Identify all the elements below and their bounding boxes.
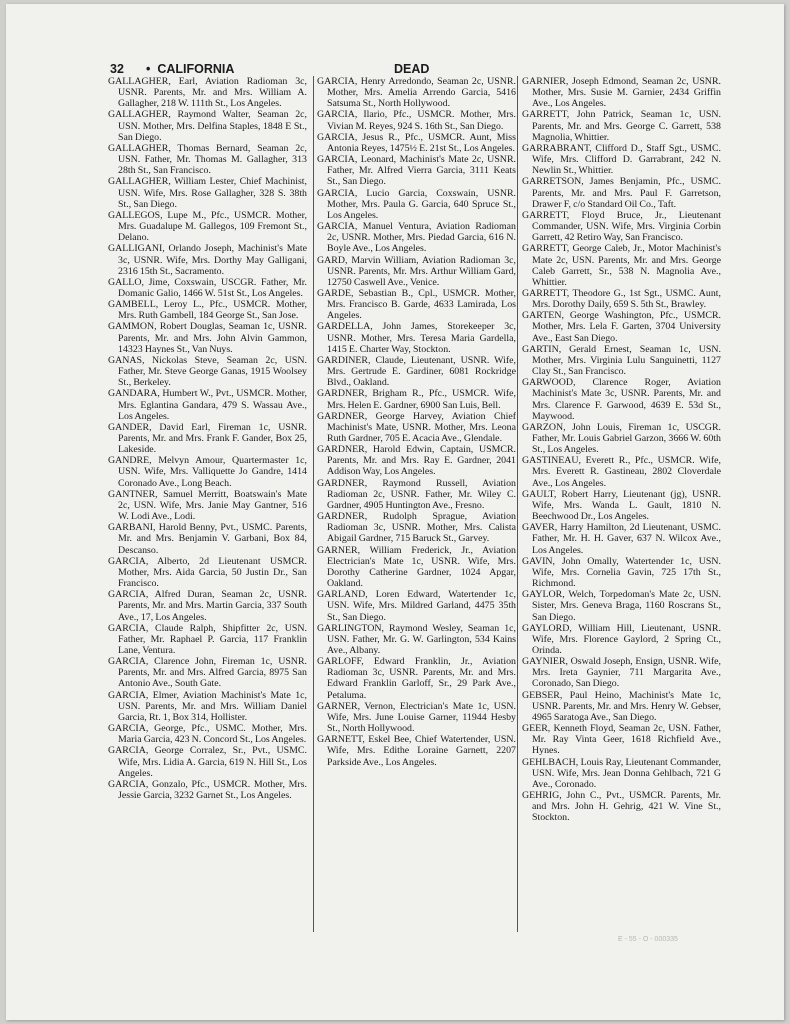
casualty-entry: GARTEN, George Washington, Pfc., USMCR. Mother, Mrs. Lela F. Garten, 3704 University Ave., East San Diego. bbox=[522, 310, 721, 344]
casualty-entry: GANDER, David Earl, Fireman 1c, USNR. Parents, Mr. and Mrs. Frank F. Gander, Box 25, Lakeside. bbox=[108, 421, 307, 456]
casualty-entry: GARCIA, George, Pfc., USMC. Mother, Mrs. Maria Garcia, 423 N. Concord St., Los Angeles. bbox=[108, 723, 307, 746]
casualty-entry: GARCIA, Leonard, Machinist's Mate 2c, USNR. Father, Mr. Alfred Vierra Garcia, 3111 Keats St., San Diego. bbox=[317, 154, 516, 188]
state-name: CALIFORNIA bbox=[157, 62, 235, 76]
casualty-entry: GALLAGHER, Thomas Bernard, Seaman 2c, USN. Father, Mr. Thomas M. Gallagher, 313 28th St., San Francisco. bbox=[108, 142, 307, 177]
casualty-entry: GARCIA, Henry Arredondo, Seaman 2c, USNR. Mother, Mrs. Amelia Arrendo Garcia, 5416 Satsuma St., North Hollywood. bbox=[317, 76, 516, 110]
casualty-entry: GAVIN, John Omally, Watertender 1c, USN. Wife, Mrs. Cornelia Gavin, 725 17th St., Richmond. bbox=[522, 555, 721, 590]
page-number: 32 bbox=[110, 62, 124, 76]
column-3 bbox=[522, 76, 721, 936]
casualty-entry: GARTIN, Gerald Ernest, Seaman 1c, USN. Mother, Mrs. Virginia Lulu Sanguinetti, 1127 Clay St., San Francisco. bbox=[522, 343, 721, 378]
casualty-entry: GARD, Marvin William, Aviation Radioman 3c, USNR. Parents, Mr. Mrs. Arthur William Gard, 12750 Caswell Ave., Venice. bbox=[317, 254, 516, 288]
casualty-entry: GAYNIER, Oswald Joseph, Ensign, USNR. Wife, Mrs. Ireta Gaynier, 711 Margarita Ave., Coronado, San Diego. bbox=[522, 656, 721, 690]
casualty-entry: GARDNER, Rudolph Sprague, Aviation Radioman 3c, USNR. Mother, Mrs. Calista Abigail Gardner, 715 Baruck St., Garvey. bbox=[317, 511, 516, 545]
column-1 bbox=[108, 76, 307, 936]
casualty-entry: GARCIA, George Corralez, Sr., Pvt., USMC. Wife, Mrs. Lidia A. Garcia, 619 N. Hill St., Los Angeles. bbox=[108, 745, 307, 779]
casualty-entry: GALLAGHER, Raymond Walter, Seaman 2c, USN. Mother, Mrs. Delfina Staples, 1848 E St., San Diego. bbox=[108, 109, 307, 143]
casualty-entry: GARCIA, Ilario, Pfc., USMCR. Mother, Mrs. Vivian M. Reyes, 924 S. 16th St., San Diego. bbox=[317, 109, 516, 132]
casualty-entry: GAVER, Harry Hamilton, 2d Lieutenant, USMC. Father, Mr. H. H. Gaver, 637 N. Wilcox Ave., Los Angeles. bbox=[522, 522, 721, 556]
casualty-entry: GARLINGTON, Raymond Wesley, Seaman 1c, USN. Father, Mr. G. W. Garlington, 534 Kains Ave., Albany. bbox=[317, 622, 516, 656]
casualty-entry: GARLAND, Loren Edward, Watertender 1c, USN. Wife, Mrs. Mildred Garland, 4475 35th St., San Diego. bbox=[317, 589, 516, 623]
casualty-entry: GARNER, Vernon, Electrician's Mate 1c, USN. Wife, Mrs. June Louise Garner, 11944 Hesby St., North Hollywood. bbox=[317, 700, 516, 735]
casualty-entry: GANDRE, Melvyn Amour, Quartermaster 1c, USN. Wife, Mrs. Valliquette Jo Gandre, 1414 Coronado Ave., Long Beach. bbox=[108, 455, 307, 489]
casualty-entry: GARCIA, Elmer, Aviation Machinist's Mate 1c, USN. Parents, Mr. and Mrs. William Daniel Garcia, Rt. 1, Box 314, Hollister. bbox=[108, 689, 307, 723]
casualty-entry: GANAS, Nickolas Steve, Seaman 2c, USN. Father, Mr. Steve George Ganas, 1915 Woolsey St., Berkeley. bbox=[108, 354, 307, 389]
casualty-entry: GARWOOD, Clarence Roger, Aviation Machinist's Mate 3c, USNR. Parents, Mr. and Mrs. Clarence F. Garwood, 4639 E. 53d St., Maywood. bbox=[522, 377, 721, 422]
column-divider bbox=[517, 76, 518, 932]
casualty-entry: GARRETT, Theodore G., 1st Sgt., USMC. Aunt, Mrs. Dorothy Daily, 659 S. 5th St., Brawley. bbox=[522, 287, 721, 311]
casualty-entry: GALLO, Jime, Coxswain, USCGR. Father, Mr. Domanic Galio, 1466 W. 51st St., Los Angeles. bbox=[108, 276, 307, 299]
page-title: DEAD bbox=[394, 62, 430, 76]
casualty-entry: GASTINEAU, Everett R., Pfc., USMCR. Wife, Mrs. Everett R. Gastineau, 2802 Cloverdale Ave., Los Angeles. bbox=[522, 455, 721, 489]
casualty-entry: GALLEGOS, Lupe M., Pfc., USMCR. Mother, Mrs. Guadalupe M. Gallegos, 109 Fremont St., Delano. bbox=[108, 209, 307, 244]
casualty-entry: GARRETT, Floyd Bruce, Jr., Lieutenant Commander, USN. Wife, Mrs. Virginia Corbin Garrett, 42 Retiro Way, San Francisco. bbox=[522, 209, 721, 244]
casualty-entry: GARCIA, Manuel Ventura, Aviation Radioman 2c, USNR. Mother, Mrs. Piedad Garcia, 616 N. Boyle Ave., Los Angeles. bbox=[317, 221, 516, 255]
casualty-entry: GARNIER, Joseph Edmond, Seaman 2c, USNR. Mother, Mrs. Susie M. Garnier, 2434 Griffin Ave., Los Angeles. bbox=[522, 76, 721, 110]
casualty-entry: GARCIA, Claude Ralph, Shipfitter 2c, USN. Father, Mr. Raphael P. Garcia, 117 Franklin Lane, Ventura. bbox=[108, 622, 307, 656]
casualty-entry: GAMMON, Robert Douglas, Seaman 1c, USNR. Parents, Mr. and Mrs. John Alvin Gammon, 14323 Haynes St., Van Nuys. bbox=[108, 321, 307, 355]
casualty-entry: GARCIA, Alfred Duran, Seaman 2c, USNR. Parents, Mr. and Mrs. Martin Garcia, 337 South Ave., 17, Los Angeles. bbox=[108, 589, 307, 623]
casualty-entry: GARRETT, George Caleb, Jr., Motor Machinist's Mate 2c, USN. Parents, Mr. and Mrs. George Caleb Garrett, Sr., 538 N. Magnolia Ave., Whittier. bbox=[522, 243, 721, 288]
casualty-entry: GARRABRANT, Clifford D., Staff Sgt., USMC. Wife, Mrs. Clifford D. Garrabrant, 242 N. Newlin St., Whittier. bbox=[522, 142, 721, 177]
casualty-entry: GARDNER, Harold Edwin, Captain, USMCR. Parents, Mr. and Mrs. Ray E. Gardner, 2041 Addison Way, Los Angeles. bbox=[317, 444, 516, 478]
casualty-entry: GARRETSON, James Benjamin, Pfc., USMC. Parents, Mr. and Mrs. Paul F. Garretson, Drawer F, c/o Standard Oil Co., Taft. bbox=[522, 176, 721, 210]
casualty-entry: GAULT, Robert Harry, Lieutenant (jg), USNR. Wife, Mrs. Wanda L. Gault, 1810 N. Beechwood Dr., Los Angeles. bbox=[522, 488, 721, 523]
casualty-entry: GARDNER, George Harvey, Aviation Chief Machinist's Mate, USNR. Mother, Mrs. Leona Ruth Gardner, 705 E. Acacia Ave., Glendale. bbox=[317, 410, 516, 444]
casualty-entry: GEBSER, Paul Heino, Machinist's Mate 1c, USNR. Parents, Mr. and Mrs. Henry W. Gebser, 4965 Saratoga Ave., San Diego. bbox=[522, 689, 721, 723]
casualty-entry: GARDELLA, John James, Storekeeper 3c, USNR. Mother, Mrs. Teresa Maria Gardella, 1415 E. Charter Way, Stockton. bbox=[317, 321, 516, 355]
casualty-entry: GARCIA, Alberto, 2d Lieutenant USMCR. Mother, Mrs. Aida Garcia, 50 Justin Dr., San Francisco. bbox=[108, 555, 307, 590]
casualty-entry: GEHRIG, John C., Pvt., USMCR. Parents, Mr. and Mrs. John H. Gehrig, 421 W. Vine St., Stockton. bbox=[522, 790, 721, 824]
casualty-entry: GALLAGHER, Earl, Aviation Radioman 3c, USNR. Parents, Mr. and Mrs. William A. Gallagher, 218 W. 111th St., Los Angeles. bbox=[108, 76, 307, 110]
casualty-entry: GAYLORD, William Hill, Lieutenant, USNR. Wife, Mrs. Florence Gaylord, 2 Spring Ct., Orinda. bbox=[522, 622, 721, 656]
state-heading bbox=[146, 62, 234, 76]
casualty-entry: GARZON, John Louis, Fireman 1c, USCGR. Father, Mr. Louis Gabriel Garzon, 3666 W. 60th St., Los Angeles. bbox=[522, 421, 721, 456]
casualty-entry: GARLOFF, Edward Franklin, Jr., Aviation Radioman 3c, USNR. Parents, Mr. and Mrs. Edward Franklin Garloff, Sr., 29 Park Ave., Petaluma. bbox=[317, 656, 516, 701]
casualty-entry: GARNER, William Frederick, Jr., Aviation Electrician's Mate 1c, USNR. Wife, Mrs. Dorothy Catherine Gardner, 1024 Apgar, Oakland. bbox=[317, 544, 516, 590]
casualty-entry: GARDE, Sebastian B., Cpl., USMCR. Mother, Mrs. Francisco B. Garde, 4633 Lamirada, Los Angeles. bbox=[317, 287, 516, 322]
casualty-entry: GANTNER, Samuel Merritt, Boatswain's Mate 2c, USN. Wife, Mrs. Janie May Gantner, 516 W. Lodi Ave., Lodi. bbox=[108, 488, 307, 523]
casualty-entry: GARNETT, Eskel Bee, Chief Watertender, USN. Wife, Mrs. Edithe Loraine Garnett, 2207 Parkside Ave., Los Angeles. bbox=[317, 734, 516, 768]
casualty-entry: GALLAGHER, William Lester, Chief Machinist, USN. Wife, Mrs. Rose Gallagher, 328 S. 38th St., San Diego. bbox=[108, 176, 307, 210]
casualty-entry: GEHLBACH, Louis Ray, Lieutenant Commander, USN. Wife, Mrs. Jean Donna Gehlbach, 721 G Ave., Coronado. bbox=[522, 756, 721, 790]
casualty-entry: GARRETT, John Patrick, Seaman 1c, USN. Parents, Mr. and Mrs. George C. Garrett, 538 Magnolia, Whittier. bbox=[522, 109, 721, 143]
casualty-entry: GANDARA, Humbert W., Pvt., USMCR. Mother, Mrs. Eglantina Gandara, 479 S. Wassau Ave., Los Angeles. bbox=[108, 388, 307, 422]
casualty-entry: GALLIGANI, Orlando Joseph, Machinist's Mate 3c, USNR. Wife, Mrs. Dorthy May Galligani, 2316 15th St., Sacramento. bbox=[108, 243, 307, 277]
casualty-entry: GAYLOR, Welch, Torpedoman's Mate 2c, USN. Sister, Mrs. Geneva Braga, 1160 Roscrans St., San Diego. bbox=[522, 589, 721, 623]
casualty-entry: GARBANI, Harold Benny, Pvt., USMC. Parents, Mr. and Mrs. Benjamin V. Garbani, Box 84, Descanso. bbox=[108, 522, 307, 556]
casualty-entry: GARDNER, Raymond Russell, Aviation Radioman 2c, USNR. Father, Mr. Wiley C. Gardner, 4905 Huntington Ave., Fresno. bbox=[317, 477, 516, 511]
casualty-entry: GARCIA, Gonzalo, Pfc., USMCR. Mother, Mrs. Jessie Garcia, 3232 Garnet St., Los Angeles. bbox=[108, 778, 307, 801]
column-2 bbox=[317, 76, 516, 936]
casualty-entry: GAMBELL, Leroy L., Pfc., USMCR. Mother, Mrs. Ruth Gambell, 184 George St., San Jose. bbox=[108, 299, 307, 322]
casualty-entry: GEER, Kenneth Floyd, Seaman 2c, USN. Father, Mr. Ray Vinta Geer, 1618 Richfield Ave., Hynes. bbox=[522, 723, 721, 757]
bullet: • bbox=[146, 62, 151, 76]
casualty-entry: GARCIA, Lucio Garcia, Coxswain, USNR. Mother, Mrs. Paula G. Garcia, 640 Spruce St., Los Angeles. bbox=[317, 187, 516, 221]
casualty-entry: GARCIA, Jesus R., Pfc., USMCR. Aunt, Miss Antonia Reyes, 1475½ E. 21st St., Los Angeles. bbox=[317, 131, 516, 154]
footer-stamp: E - 55 - O - 000335 bbox=[618, 936, 678, 943]
column-divider bbox=[313, 76, 314, 932]
casualty-entry: GARCIA, Clarence John, Fireman 1c, USNR. Parents, Mr. and Mrs. Alfred Garcia, 8975 San Antonio Ave., South Gate. bbox=[108, 656, 307, 690]
casualty-entry: GARDINER, Claude, Lieutenant, USNR. Wife, Mrs. Gertrude E. Gardiner, 6081 Rockridge Blvd., Oakland. bbox=[317, 354, 516, 389]
casualty-entry: GARDNER, Brigham R., Pfc., USMCR. Wife, Mrs. Helen E. Gardner, 6900 San Luis, Bell. bbox=[317, 388, 516, 411]
